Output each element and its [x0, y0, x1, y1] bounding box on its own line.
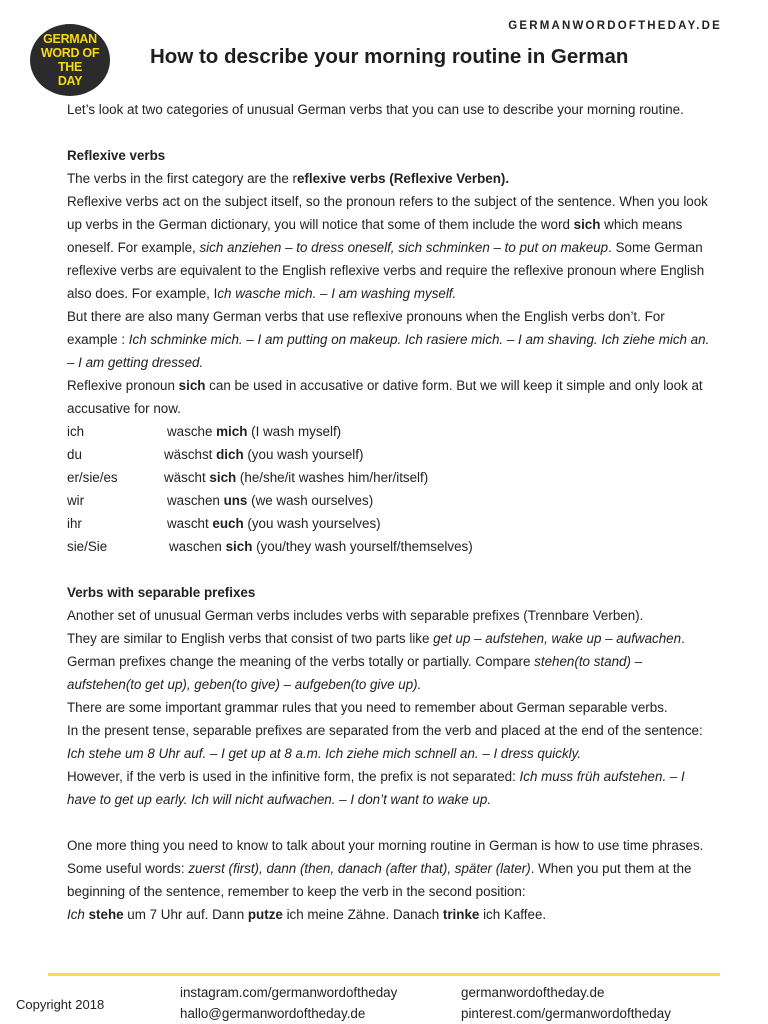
footer-divider: [48, 973, 720, 976]
intro-paragraph: Let’s look at two categories of unusual German verbs that you can use to describe your morning routine.: [67, 102, 684, 117]
conjugation-row: [67, 489, 712, 512]
footer-links-column: [461, 982, 671, 1024]
reflexive-paragraph-2: Reflexive verbs act on the subject itself, so the pronoun refers to the subject of the sentence. When you look up verbs in the German dictionary, you will notice that some of them include the word sich which means oneself. For example, sich anziehen – to dress oneself, sich schminken – to put on makeup. Some German reflexive verbs are equivalent to the English reflexive verbs and require the reflexive pronoun where English also does. For example, Ich wasche mich. – I am washing myself.: [67, 194, 708, 301]
footer-contact-column: [180, 982, 397, 1024]
conjugation-row: [67, 420, 712, 443]
time-paragraph-2: Some useful words: zuerst (first), dann (then, danach (after that), später (later). When you put them at the beginning of the sentence, remember to keep the verb in the second position:: [67, 861, 692, 899]
instagram-link[interactable]: instagram.com/germanwordoftheday: [180, 985, 398, 1000]
page-title: How to describe your morning routine in German: [150, 45, 629, 68]
verb-form: waschen uns (we wash ourselves): [167, 493, 374, 508]
conjugation-row: [67, 466, 712, 489]
separable-paragraph-2: They are similar to English verbs that consist of two parts like get up – aufstehen, wake up – aufwachen. German prefixes change the meaning of the verbs totally or partially. Compare stehen(to stand) – aufstehen(to get up), geben(to give) – aufgeben(to give up).: [67, 631, 685, 692]
time-example: Ich stehe um 7 Uhr auf. Dann putze ich meine Zähne. Danach trinke ich Kaffee.: [67, 907, 547, 922]
time-paragraph-1: One more thing you need to know to talk about your morning routine in German is how to use time phrases.: [67, 838, 704, 853]
pinterest-link[interactable]: pinterest.com/germanwordoftheday: [461, 1006, 671, 1021]
separable-paragraph-4: In the present tense, separable prefixes are separated from the verb and placed at the end of the sentence: Ich stehe um 8 Uhr auf. – I get up at 8 a.m. Ich ziehe mich schnell an. – I dress quickly.: [67, 723, 703, 761]
verb-form: wäscht sich (he/she/it washes him/her/itself): [164, 470, 429, 485]
conjugation-row: [67, 443, 712, 466]
conjugation-row: [67, 512, 712, 535]
article-body: [67, 98, 712, 926]
separable-heading: Verbs with separable prefixes: [67, 585, 256, 600]
pronoun: wir: [67, 493, 85, 508]
reflexive-paragraph-4: Reflexive pronoun sich can be used in accusative or dative form. But we will keep it simple and only look at accusative for now.: [67, 378, 703, 416]
separable-paragraph-3: There are some important grammar rules that you need to remember about German separable verbs.: [67, 700, 668, 715]
logo-line-2: WORD OF THE: [40, 46, 100, 74]
separable-paragraph-1: Another set of unusual German verbs includes verbs with separable prefixes (Trennbare Verben).: [67, 608, 644, 623]
verb-form: wäschst dich (you wash yourself): [164, 447, 364, 462]
reflexive-paragraph-3: But there are also many German verbs that use reflexive pronouns when the English verbs don’t. For example : Ich schminke mich. – I am putting on makeup. Ich rasiere mich. – I am shaving. Ich ziehe mich an. – I am getting dressed.: [67, 309, 710, 370]
copyright-text: Copyright 2018: [16, 997, 105, 1012]
verb-form: wascht euch (you wash yourselves): [167, 516, 381, 531]
pronoun: er/sie/es: [67, 470, 118, 485]
verb-form: waschen sich (you/they wash yourself/themselves): [169, 539, 473, 554]
logo-badge: [30, 24, 110, 96]
email-link[interactable]: hallo@germanwordoftheday.de: [180, 1006, 366, 1021]
conjugation-row: [67, 535, 712, 558]
logo-line-3: DAY: [57, 74, 83, 88]
conjugation-table: [67, 420, 712, 558]
website-link[interactable]: germanwordoftheday.de: [461, 985, 605, 1000]
pronoun: ihr: [67, 516, 82, 531]
reflexive-heading: Reflexive verbs: [67, 148, 166, 163]
pronoun: ich: [67, 424, 85, 439]
pronoun: du: [67, 447, 82, 462]
pronoun: sie/Sie: [67, 539, 108, 554]
site-url[interactable]: GERMANWORDOFTHEDAY.DE: [508, 20, 722, 32]
logo-line-1: GERMAN: [43, 32, 97, 46]
reflexive-paragraph-1: The verbs in the first category are the reflexive verbs (Reflexive Verben).: [67, 171, 510, 186]
separable-paragraph-5: However, if the verb is used in the infinitive form, the prefix is not separated: Ich muss früh aufstehen. – I have to get up early. Ich will nicht aufwachen. – I don’t want to wake up.: [67, 769, 685, 807]
verb-form: wasche mich (I wash myself): [167, 424, 342, 439]
